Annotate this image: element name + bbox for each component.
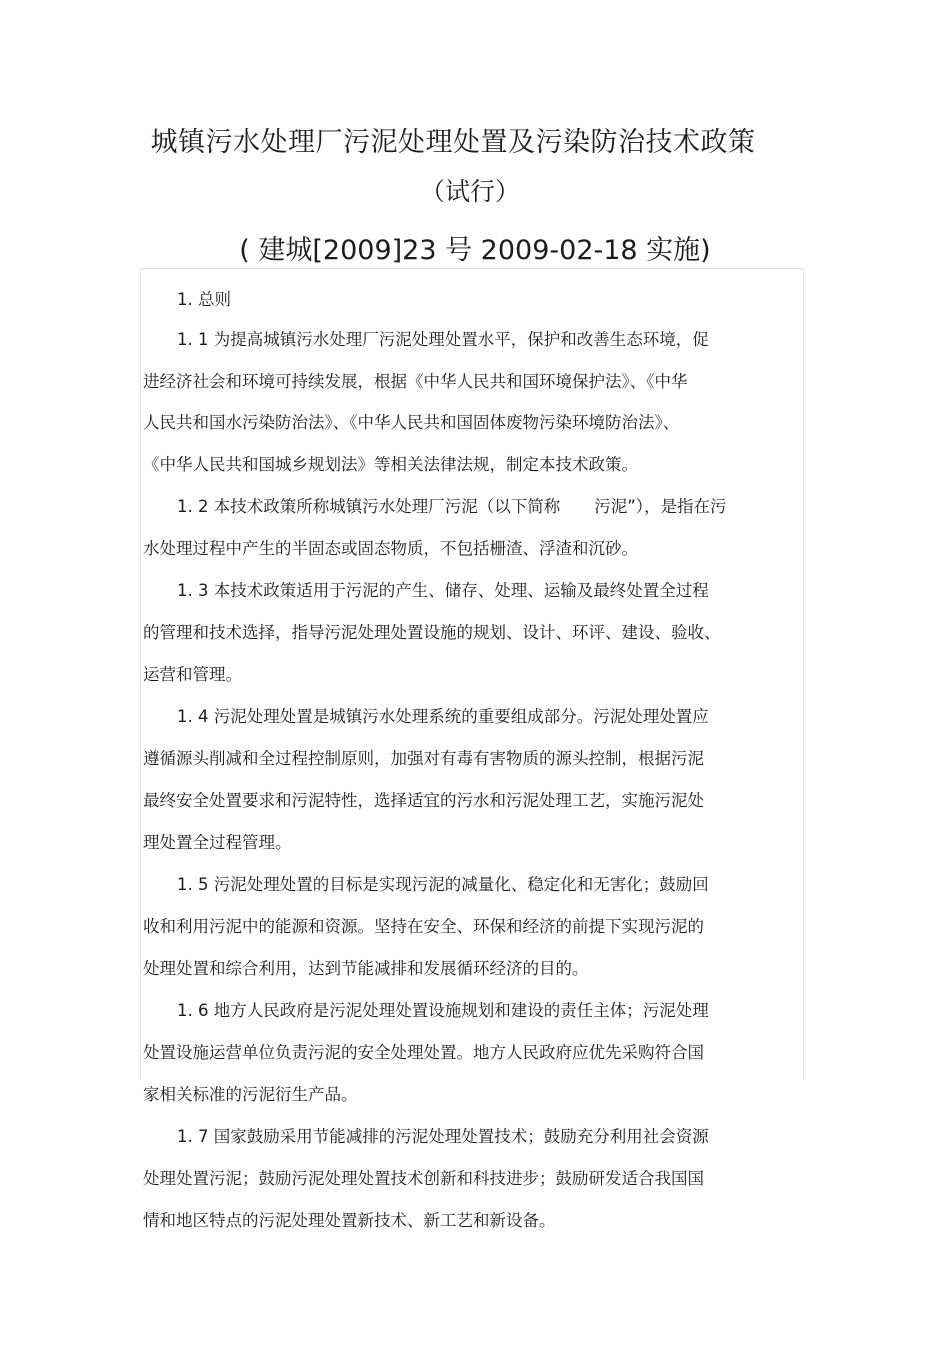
paragraph-line: 1. 7 国家鼓励采用节能减排的污泥处理处置技术；鼓励充分利用社会资源: [177, 1127, 709, 1146]
paragraph-line: 1. 1 为提高城镇污水处理厂污泥处理处置水平，保护和改善生态环境，促: [177, 330, 709, 349]
document-meta: ( 建城[2009]23 号 2009-02-18 实施): [239, 235, 711, 266]
paragraph-line: [177, 495, 727, 519]
paragraph-line: 运营和管理。: [143, 665, 242, 684]
paragraph-line: 1. 3 本技术政策适用于污泥的产生、储存、处理、运输及最终处置全过程: [177, 581, 709, 600]
section-heading: 1. 总则: [177, 290, 231, 309]
paragraph-line: 家相关标准的污泥衍生产品。: [143, 1085, 358, 1104]
paragraph-line: 人民共和国水污染防治法》、《中华人民共和国固体废物污染环境防治法》、: [143, 413, 680, 432]
paragraph-line: 处理处置污泥；鼓励污泥处理处置技术创新和科技进步；鼓励研发适合我国国: [143, 1169, 704, 1188]
paragraph-line: 情和地区特点的污泥处理处置新技术、新工艺和新设备。: [143, 1211, 556, 1230]
document-subtitle: （试行）: [419, 177, 520, 206]
document-title: 城镇污水处理厂污泥处理处置及污染防治技术政策: [150, 127, 756, 158]
paragraph-line: 1. 6 地方人民政府是污泥处理处置设施规划和建设的责任主体；污泥处理: [177, 1001, 709, 1020]
paragraph-line: 1. 4 污泥处理处置是城镇污水处理系统的重要组成部分。污泥处理处置应: [177, 707, 709, 726]
paragraph-line: 1. 5 污泥处理处置的目标是实现污泥的减量化、稳定化和无害化；鼓励回: [177, 875, 709, 894]
paragraph-segment: 污泥”），是指在污: [594, 497, 727, 516]
paragraph-line: 理处置全过程管理。: [143, 833, 292, 852]
paragraph-line: 进经济社会和环境可持续发展，根据《中华人民共和国环境保护法》、《中华: [143, 372, 688, 391]
paragraph-line: 处置设施运营单位负责污泥的安全处理处置。地方人民政府应优先采购符合国: [143, 1043, 704, 1062]
paragraph-line: 最终安全处置要求和污泥特性，选择适宜的污水和污泥处理工艺，实施污泥处: [143, 791, 704, 810]
paragraph-line: 遵循源头削减和全过程控制原则，加强对有毒有害物质的源头控制，根据污泥: [143, 749, 704, 768]
paragraph-line: 收和利用污泥中的能源和资源。坚持在安全、环保和经济的前提下实现污泥的: [143, 917, 704, 936]
paragraph-line: 处理处置和综合利用，达到节能减排和发展循环经济的目的。: [143, 959, 589, 978]
paragraph-line: 的管理和技术选择，指导污泥处理处置设施的规划、设计、环评、建设、验收、: [143, 623, 721, 642]
paragraph-line: 水处理过程中产生的半固态或固态物质，不包括栅渣、浮渣和沉砂。: [143, 539, 638, 558]
paragraph-line: 《中华人民共和国城乡规划法》等相关法律法规，制定本技术政策。: [143, 455, 638, 474]
paragraph-segment: 1. 2 本技术政策所称城镇污水处理厂污泥（以下简称: [177, 497, 561, 516]
